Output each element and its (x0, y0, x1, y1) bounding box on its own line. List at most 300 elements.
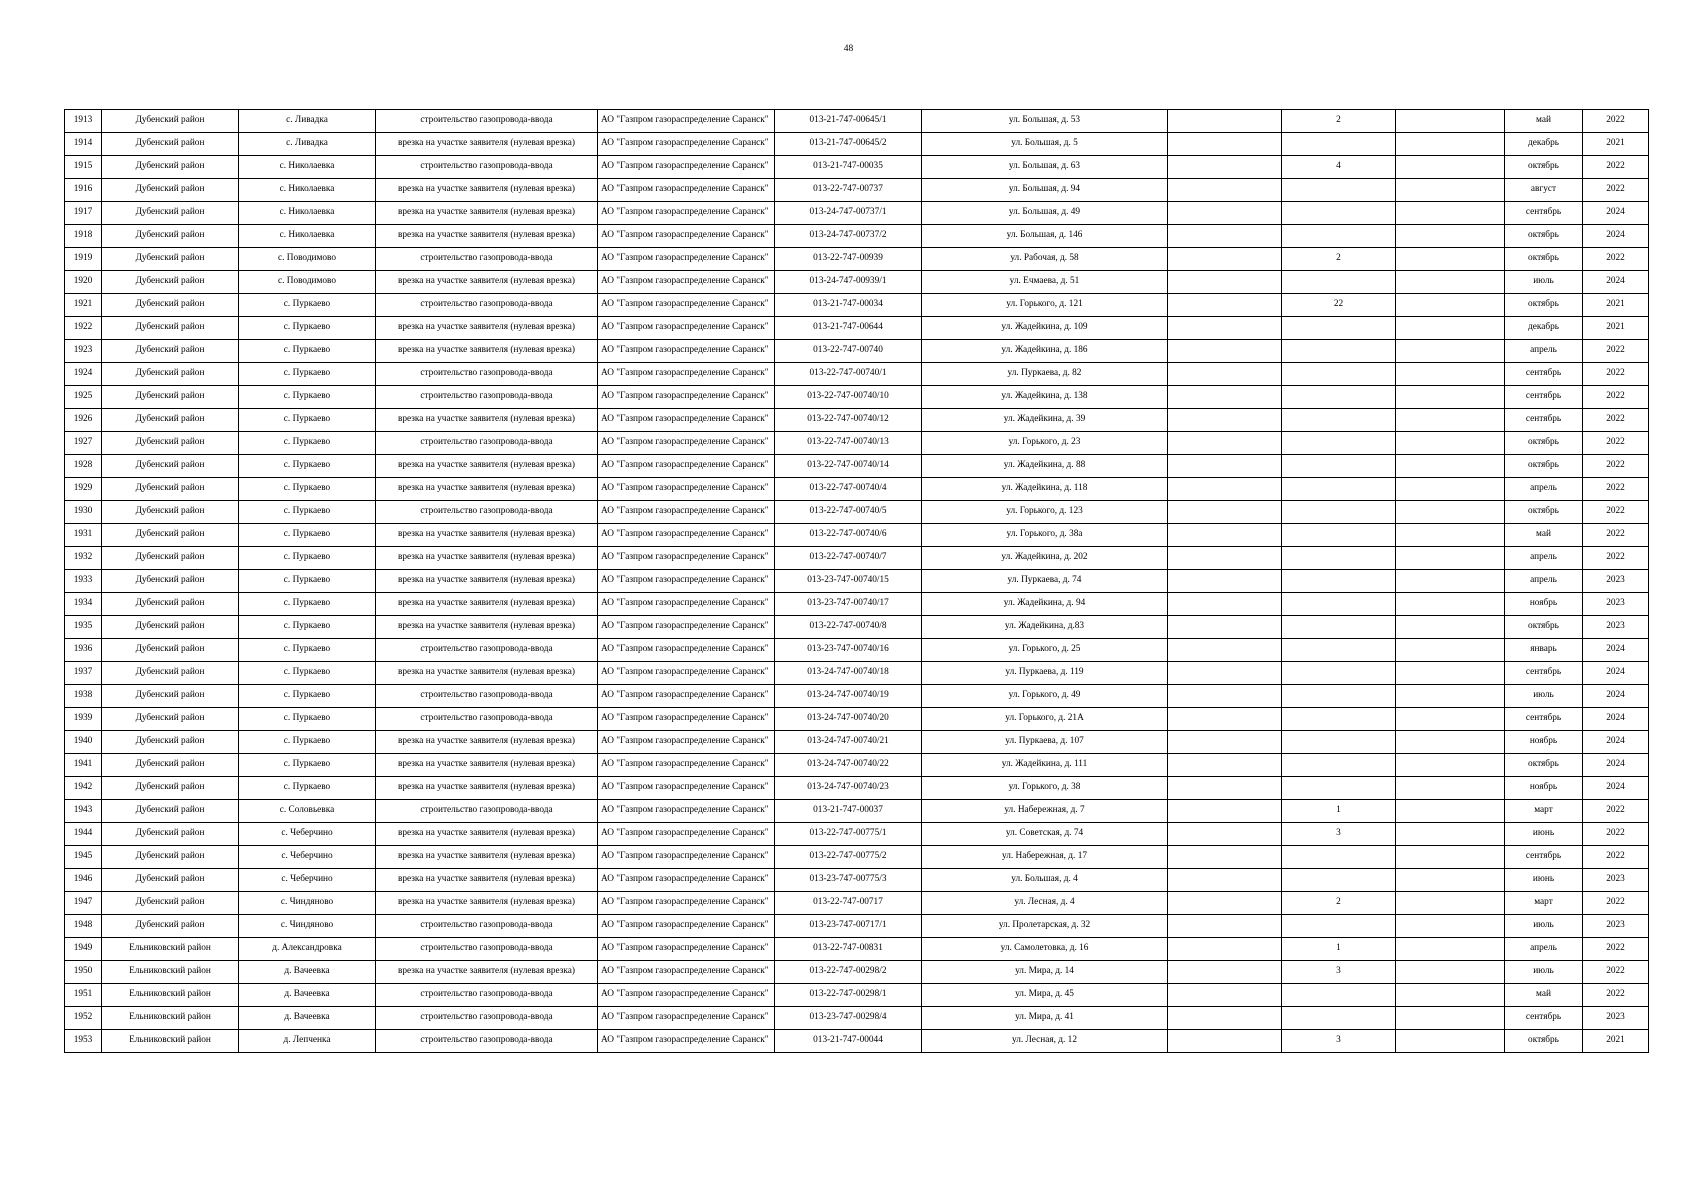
application-number-cell: 013-21-747-00035 (775, 156, 922, 179)
count-cell: 3 (1282, 1030, 1396, 1053)
row-number-cell: 1913 (65, 110, 102, 133)
year-cell: 2021 (1583, 133, 1649, 156)
table-row (65, 271, 1649, 294)
row-number-cell: 1922 (65, 317, 102, 340)
empty-cell (1396, 248, 1505, 271)
table-row (65, 731, 1649, 754)
district-cell: Дубенский район (102, 570, 239, 593)
row-number-cell: 1939 (65, 708, 102, 731)
table-row (65, 340, 1649, 363)
organization-cell: АО "Газпром газораспределение Саранск" (598, 363, 775, 386)
address-cell: ул. Большая, д. 49 (922, 202, 1168, 225)
month-cell: март (1505, 892, 1583, 915)
organization-cell: АО "Газпром газораспределение Саранск" (598, 386, 775, 409)
empty-cell (1396, 869, 1505, 892)
work-type-cell: врезка на участке заявителя (нулевая врезка) (376, 754, 598, 777)
application-number-cell: 013-22-747-00775/2 (775, 846, 922, 869)
work-type-cell: строительство газопровода-ввода (376, 1007, 598, 1030)
organization-cell: АО "Газпром газораспределение Саранск" (598, 225, 775, 248)
work-type-cell: врезка на участке заявителя (нулевая врезка) (376, 616, 598, 639)
work-type-cell: врезка на участке заявителя (нулевая врезка) (376, 593, 598, 616)
empty-cell (1396, 593, 1505, 616)
count-cell (1282, 1007, 1396, 1030)
month-cell: октябрь (1505, 754, 1583, 777)
table-row (65, 892, 1649, 915)
address-cell: ул. Горького, д. 49 (922, 685, 1168, 708)
year-cell: 2022 (1583, 156, 1649, 179)
table-row (65, 846, 1649, 869)
empty-cell (1168, 363, 1282, 386)
year-cell: 2022 (1583, 179, 1649, 202)
year-cell: 2022 (1583, 340, 1649, 363)
count-cell (1282, 478, 1396, 501)
empty-cell (1396, 455, 1505, 478)
table-row (65, 938, 1649, 961)
address-cell: ул. Набережная, д. 7 (922, 800, 1168, 823)
empty-cell (1168, 294, 1282, 317)
year-cell: 2022 (1583, 409, 1649, 432)
year-cell: 2022 (1583, 823, 1649, 846)
work-type-cell: строительство газопровода-ввода (376, 248, 598, 271)
month-cell: октябрь (1505, 225, 1583, 248)
count-cell: 1 (1282, 800, 1396, 823)
district-cell: Дубенский район (102, 409, 239, 432)
address-cell: ул. Большая, д. 94 (922, 179, 1168, 202)
count-cell (1282, 915, 1396, 938)
row-number-cell: 1921 (65, 294, 102, 317)
row-number-cell: 1944 (65, 823, 102, 846)
settlement-cell: с. Пуркаево (239, 754, 376, 777)
application-number-cell: 013-22-747-00717 (775, 892, 922, 915)
year-cell: 2024 (1583, 777, 1649, 800)
year-cell: 2022 (1583, 961, 1649, 984)
settlement-cell: с. Пуркаево (239, 478, 376, 501)
empty-cell (1168, 317, 1282, 340)
empty-cell (1168, 685, 1282, 708)
work-type-cell: врезка на участке заявителя (нулевая врезка) (376, 202, 598, 225)
empty-cell (1168, 248, 1282, 271)
year-cell: 2023 (1583, 593, 1649, 616)
table-row (65, 202, 1649, 225)
empty-cell (1168, 547, 1282, 570)
year-cell: 2024 (1583, 754, 1649, 777)
count-cell: 4 (1282, 156, 1396, 179)
table-row (65, 294, 1649, 317)
empty-cell (1396, 731, 1505, 754)
empty-cell (1396, 777, 1505, 800)
settlement-cell: с. Пуркаево (239, 593, 376, 616)
row-number-cell: 1916 (65, 179, 102, 202)
settlement-cell: с. Чеберчино (239, 869, 376, 892)
count-cell (1282, 662, 1396, 685)
address-cell: ул. Большая, д. 63 (922, 156, 1168, 179)
count-cell (1282, 202, 1396, 225)
count-cell (1282, 386, 1396, 409)
registry-table (64, 109, 1649, 1053)
empty-cell (1396, 1030, 1505, 1053)
district-cell: Дубенский район (102, 662, 239, 685)
count-cell (1282, 731, 1396, 754)
empty-cell (1396, 386, 1505, 409)
organization-cell: АО "Газпром газораспределение Саранск" (598, 133, 775, 156)
count-cell (1282, 179, 1396, 202)
settlement-cell: с. Пуркаево (239, 685, 376, 708)
district-cell: Дубенский район (102, 340, 239, 363)
year-cell: 2022 (1583, 938, 1649, 961)
year-cell: 2023 (1583, 915, 1649, 938)
organization-cell: АО "Газпром газораспределение Саранск" (598, 869, 775, 892)
empty-cell (1168, 869, 1282, 892)
table-row (65, 1007, 1649, 1030)
empty-cell (1396, 478, 1505, 501)
month-cell: октябрь (1505, 1030, 1583, 1053)
settlement-cell: с. Пуркаево (239, 570, 376, 593)
work-type-cell: врезка на участке заявителя (нулевая врезка) (376, 570, 598, 593)
row-number-cell: 1915 (65, 156, 102, 179)
month-cell: ноябрь (1505, 593, 1583, 616)
table-row (65, 225, 1649, 248)
settlement-cell: с. Пуркаево (239, 340, 376, 363)
application-number-cell: 013-24-747-00737/2 (775, 225, 922, 248)
year-cell: 2024 (1583, 202, 1649, 225)
count-cell: 3 (1282, 961, 1396, 984)
empty-cell (1396, 501, 1505, 524)
month-cell: сентябрь (1505, 662, 1583, 685)
empty-cell (1168, 271, 1282, 294)
empty-cell (1168, 225, 1282, 248)
table-row (65, 915, 1649, 938)
work-type-cell: строительство газопровода-ввода (376, 984, 598, 1007)
empty-cell (1168, 340, 1282, 363)
count-cell (1282, 432, 1396, 455)
month-cell: апрель (1505, 938, 1583, 961)
address-cell: ул. Горького, д. 121 (922, 294, 1168, 317)
work-type-cell: врезка на участке заявителя (нулевая врезка) (376, 271, 598, 294)
address-cell: ул. Жадейкина, д. 186 (922, 340, 1168, 363)
year-cell: 2024 (1583, 662, 1649, 685)
table-row (65, 961, 1649, 984)
empty-cell (1396, 938, 1505, 961)
month-cell: декабрь (1505, 317, 1583, 340)
year-cell: 2024 (1583, 685, 1649, 708)
year-cell: 2023 (1583, 1007, 1649, 1030)
row-number-cell: 1918 (65, 225, 102, 248)
work-type-cell: врезка на участке заявителя (нулевая врезка) (376, 340, 598, 363)
year-cell: 2024 (1583, 731, 1649, 754)
address-cell: ул. Большая, д. 4 (922, 869, 1168, 892)
empty-cell (1168, 386, 1282, 409)
organization-cell: АО "Газпром газораспределение Саранск" (598, 570, 775, 593)
district-cell: Дубенский район (102, 754, 239, 777)
address-cell: ул. Лесная, д. 4 (922, 892, 1168, 915)
count-cell: 2 (1282, 110, 1396, 133)
count-cell (1282, 409, 1396, 432)
empty-cell (1168, 455, 1282, 478)
organization-cell: АО "Газпром газораспределение Саранск" (598, 685, 775, 708)
organization-cell: АО "Газпром газораспределение Саранск" (598, 961, 775, 984)
organization-cell: АО "Газпром газораспределение Саранск" (598, 662, 775, 685)
work-type-cell: врезка на участке заявителя (нулевая врезка) (376, 478, 598, 501)
district-cell: Дубенский район (102, 455, 239, 478)
row-number-cell: 1932 (65, 547, 102, 570)
address-cell: ул. Жадейкина, д. 202 (922, 547, 1168, 570)
count-cell: 2 (1282, 248, 1396, 271)
address-cell: ул. Горького, д. 123 (922, 501, 1168, 524)
count-cell (1282, 869, 1396, 892)
application-number-cell: 013-21-747-00037 (775, 800, 922, 823)
work-type-cell: строительство газопровода-ввода (376, 156, 598, 179)
row-number-cell: 1938 (65, 685, 102, 708)
empty-cell (1396, 685, 1505, 708)
month-cell: октябрь (1505, 248, 1583, 271)
application-number-cell: 013-22-747-00740/10 (775, 386, 922, 409)
month-cell: июль (1505, 685, 1583, 708)
row-number-cell: 1947 (65, 892, 102, 915)
month-cell: сентябрь (1505, 386, 1583, 409)
settlement-cell: д. Александровка (239, 938, 376, 961)
year-cell: 2022 (1583, 547, 1649, 570)
empty-cell (1168, 179, 1282, 202)
application-number-cell: 013-22-747-00740/13 (775, 432, 922, 455)
application-number-cell: 013-24-747-00737/1 (775, 202, 922, 225)
row-number-cell: 1924 (65, 363, 102, 386)
address-cell: ул. Большая, д. 146 (922, 225, 1168, 248)
row-number-cell: 1934 (65, 593, 102, 616)
month-cell: октябрь (1505, 455, 1583, 478)
table-row (65, 869, 1649, 892)
row-number-cell: 1923 (65, 340, 102, 363)
settlement-cell: с. Пуркаево (239, 616, 376, 639)
year-cell: 2024 (1583, 639, 1649, 662)
application-number-cell: 013-24-747-00740/21 (775, 731, 922, 754)
organization-cell: АО "Газпром газораспределение Саранск" (598, 409, 775, 432)
year-cell: 2024 (1583, 225, 1649, 248)
empty-cell (1396, 639, 1505, 662)
organization-cell: АО "Газпром газораспределение Саранск" (598, 248, 775, 271)
application-number-cell: 013-21-747-00034 (775, 294, 922, 317)
empty-cell (1396, 846, 1505, 869)
month-cell: апрель (1505, 570, 1583, 593)
count-cell: 3 (1282, 823, 1396, 846)
organization-cell: АО "Газпром газораспределение Саранск" (598, 616, 775, 639)
district-cell: Дубенский район (102, 639, 239, 662)
year-cell: 2022 (1583, 110, 1649, 133)
count-cell (1282, 685, 1396, 708)
work-type-cell: врезка на участке заявителя (нулевая врезка) (376, 731, 598, 754)
count-cell: 1 (1282, 938, 1396, 961)
count-cell (1282, 133, 1396, 156)
settlement-cell: с. Пуркаево (239, 547, 376, 570)
count-cell (1282, 616, 1396, 639)
address-cell: ул. Жадейкина, д. 109 (922, 317, 1168, 340)
empty-cell (1168, 501, 1282, 524)
district-cell: Дубенский район (102, 869, 239, 892)
work-type-cell: врезка на участке заявителя (нулевая врезка) (376, 179, 598, 202)
table-row (65, 501, 1649, 524)
address-cell: ул. Жадейкина, д. 39 (922, 409, 1168, 432)
table-row (65, 777, 1649, 800)
settlement-cell: с. Чиндяново (239, 915, 376, 938)
empty-cell (1168, 570, 1282, 593)
district-cell: Ельниковский район (102, 961, 239, 984)
application-number-cell: 013-22-747-00740/1 (775, 363, 922, 386)
row-number-cell: 1914 (65, 133, 102, 156)
empty-cell (1168, 156, 1282, 179)
organization-cell: АО "Газпром газораспределение Саранск" (598, 639, 775, 662)
district-cell: Дубенский район (102, 248, 239, 271)
year-cell: 2022 (1583, 984, 1649, 1007)
work-type-cell: строительство газопровода-ввода (376, 915, 598, 938)
address-cell: ул. Большая, д. 53 (922, 110, 1168, 133)
month-cell: июль (1505, 271, 1583, 294)
empty-cell (1396, 363, 1505, 386)
application-number-cell: 013-22-747-00775/1 (775, 823, 922, 846)
count-cell (1282, 501, 1396, 524)
address-cell: ул. Жадейкина, д. 94 (922, 593, 1168, 616)
work-type-cell: врезка на участке заявителя (нулевая врезка) (376, 777, 598, 800)
year-cell: 2022 (1583, 501, 1649, 524)
work-type-cell: строительство газопровода-ввода (376, 501, 598, 524)
application-number-cell: 013-24-747-00740/23 (775, 777, 922, 800)
address-cell: ул. Рабочая, д. 58 (922, 248, 1168, 271)
row-number-cell: 1937 (65, 662, 102, 685)
district-cell: Дубенский район (102, 846, 239, 869)
table-row (65, 616, 1649, 639)
row-number-cell: 1950 (65, 961, 102, 984)
address-cell: ул. Жадейкина, д. 118 (922, 478, 1168, 501)
application-number-cell: 013-24-747-00740/22 (775, 754, 922, 777)
row-number-cell: 1945 (65, 846, 102, 869)
table-row (65, 133, 1649, 156)
settlement-cell: с. Пуркаево (239, 386, 376, 409)
address-cell: ул. Горького, д. 23 (922, 432, 1168, 455)
district-cell: Дубенский район (102, 731, 239, 754)
settlement-cell: д. Вачеевка (239, 984, 376, 1007)
address-cell: ул. Советская, д. 74 (922, 823, 1168, 846)
empty-cell (1396, 317, 1505, 340)
empty-cell (1168, 915, 1282, 938)
empty-cell (1396, 271, 1505, 294)
address-cell: ул. Пуркаева, д. 119 (922, 662, 1168, 685)
district-cell: Дубенский район (102, 708, 239, 731)
empty-cell (1396, 179, 1505, 202)
organization-cell: АО "Газпром газораспределение Саранск" (598, 156, 775, 179)
empty-cell (1168, 662, 1282, 685)
district-cell: Дубенский район (102, 593, 239, 616)
organization-cell: АО "Газпром газораспределение Саранск" (598, 317, 775, 340)
month-cell: апрель (1505, 547, 1583, 570)
organization-cell: АО "Газпром газораспределение Саранск" (598, 846, 775, 869)
row-number-cell: 1941 (65, 754, 102, 777)
application-number-cell: 013-22-747-00298/2 (775, 961, 922, 984)
row-number-cell: 1936 (65, 639, 102, 662)
empty-cell (1396, 708, 1505, 731)
district-cell: Дубенский район (102, 386, 239, 409)
work-type-cell: строительство газопровода-ввода (376, 110, 598, 133)
table-row (65, 800, 1649, 823)
work-type-cell: врезка на участке заявителя (нулевая врезка) (376, 524, 598, 547)
organization-cell: АО "Газпром газораспределение Саранск" (598, 432, 775, 455)
district-cell: Дубенский район (102, 915, 239, 938)
settlement-cell: с. Пуркаево (239, 639, 376, 662)
month-cell: июнь (1505, 869, 1583, 892)
application-number-cell: 013-22-747-00737 (775, 179, 922, 202)
empty-cell (1168, 524, 1282, 547)
settlement-cell: с. Пуркаево (239, 524, 376, 547)
count-cell (1282, 225, 1396, 248)
address-cell: ул. Пуркаева, д. 74 (922, 570, 1168, 593)
year-cell: 2023 (1583, 570, 1649, 593)
settlement-cell: с. Поводимово (239, 248, 376, 271)
address-cell: ул. Жадейкина, д.83 (922, 616, 1168, 639)
month-cell: май (1505, 984, 1583, 1007)
year-cell: 2022 (1583, 478, 1649, 501)
table-row (65, 317, 1649, 340)
month-cell: ноябрь (1505, 731, 1583, 754)
application-number-cell: 013-23-747-00775/3 (775, 869, 922, 892)
row-number-cell: 1926 (65, 409, 102, 432)
row-number-cell: 1948 (65, 915, 102, 938)
district-cell: Дубенский район (102, 294, 239, 317)
address-cell: ул. Жадейкина, д. 138 (922, 386, 1168, 409)
year-cell: 2022 (1583, 432, 1649, 455)
settlement-cell: с. Николаевка (239, 225, 376, 248)
empty-cell (1168, 731, 1282, 754)
row-number-cell: 1942 (65, 777, 102, 800)
empty-cell (1168, 777, 1282, 800)
count-cell (1282, 363, 1396, 386)
row-number-cell: 1919 (65, 248, 102, 271)
empty-cell (1168, 202, 1282, 225)
empty-cell (1396, 110, 1505, 133)
organization-cell: АО "Газпром газораспределение Саранск" (598, 1030, 775, 1053)
empty-cell (1396, 225, 1505, 248)
work-type-cell: строительство газопровода-ввода (376, 938, 598, 961)
work-type-cell: врезка на участке заявителя (нулевая врезка) (376, 846, 598, 869)
empty-cell (1396, 432, 1505, 455)
table-row (65, 984, 1649, 1007)
empty-cell (1168, 133, 1282, 156)
row-number-cell: 1920 (65, 271, 102, 294)
organization-cell: АО "Газпром газораспределение Саранск" (598, 777, 775, 800)
application-number-cell: 013-21-747-00044 (775, 1030, 922, 1053)
table-row (65, 478, 1649, 501)
organization-cell: АО "Газпром газораспределение Саранск" (598, 524, 775, 547)
organization-cell: АО "Газпром газораспределение Саранск" (598, 892, 775, 915)
district-cell: Дубенский район (102, 892, 239, 915)
organization-cell: АО "Газпром газораспределение Саранск" (598, 271, 775, 294)
organization-cell: АО "Газпром газораспределение Саранск" (598, 593, 775, 616)
year-cell: 2021 (1583, 294, 1649, 317)
work-type-cell: врезка на участке заявителя (нулевая врезка) (376, 317, 598, 340)
work-type-cell: врезка на участке заявителя (нулевая врезка) (376, 455, 598, 478)
table-row (65, 179, 1649, 202)
month-cell: май (1505, 524, 1583, 547)
year-cell: 2022 (1583, 846, 1649, 869)
year-cell: 2023 (1583, 616, 1649, 639)
application-number-cell: 013-23-747-00717/1 (775, 915, 922, 938)
empty-cell (1396, 409, 1505, 432)
application-number-cell: 013-23-747-00740/15 (775, 570, 922, 593)
address-cell: ул. Лесная, д. 12 (922, 1030, 1168, 1053)
settlement-cell: с. Пуркаево (239, 708, 376, 731)
application-number-cell: 013-22-747-00740/6 (775, 524, 922, 547)
month-cell: сентябрь (1505, 1007, 1583, 1030)
address-cell: ул. Горького, д. 21А (922, 708, 1168, 731)
table-row (65, 708, 1649, 731)
application-number-cell: 013-21-747-00645/1 (775, 110, 922, 133)
count-cell (1282, 547, 1396, 570)
